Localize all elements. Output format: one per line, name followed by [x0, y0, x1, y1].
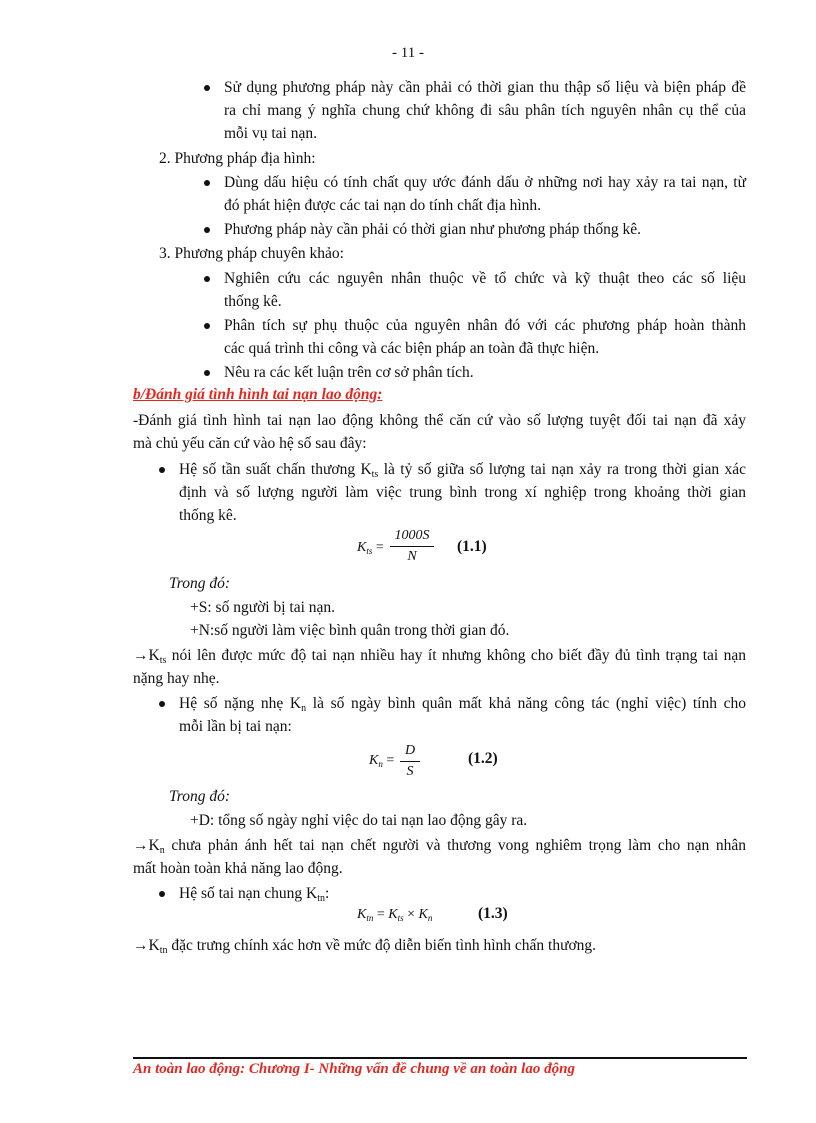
- paragraph-line: mỗi lần bị tai nạn:: [179, 718, 292, 735]
- subscript: ts: [366, 546, 373, 556]
- bullet-dot: [159, 891, 165, 897]
- paragraph-line: [179, 883, 329, 910]
- bullet-dot: [204, 323, 210, 329]
- text-run: Hệ số nặng nhẹ K: [179, 695, 302, 712]
- paragraph-line: thống kê.: [179, 507, 237, 524]
- paragraph-line: [133, 645, 746, 672]
- text-run: Hệ số tần suất chấn thương K: [179, 461, 372, 478]
- arrow-symbol: →K: [133, 937, 160, 954]
- definition-line: +D: tổng số ngày nghỉ việc do tai nạn lao động gây ra.: [190, 812, 528, 829]
- subscript: ts: [371, 469, 379, 480]
- equation-symbol: K: [357, 907, 367, 922]
- footer-rule: [133, 1057, 747, 1059]
- section-heading: b/Đánh giá tình hình tai nạn lao động:: [133, 386, 383, 403]
- subscript: n: [301, 703, 307, 714]
- paragraph-line: đó phát hiện được các tai nạn do tính chất địa hình.: [224, 197, 542, 214]
- definition-line: +N:số người làm việc bình quân trong thời gian đó.: [190, 622, 510, 639]
- page-number: - 11 -: [392, 45, 424, 61]
- paragraph-line: mất hoàn toàn khả năng lao động.: [133, 860, 343, 877]
- paragraph-line: mà chủ yếu căn cứ vào hệ số sau đây:: [133, 435, 367, 452]
- subscript: tn: [366, 913, 374, 923]
- paragraph-line: -Đánh giá tình hình tai nạn lao động không thể căn cứ vào số lượng tuyệt đối tai nạn đã xảy: [133, 412, 746, 429]
- equation-symbol: K: [357, 540, 367, 555]
- subscript: ts: [159, 655, 167, 666]
- arrow-symbol: →K: [133, 647, 160, 664]
- equation-product: [357, 907, 432, 923]
- paragraph-line: nặng hay nhẹ.: [133, 670, 220, 687]
- list-item-title: 2. Phương pháp địa hình:: [159, 150, 316, 167]
- bullet-dot: [204, 276, 210, 282]
- denominator: S: [406, 764, 414, 779]
- denominator: N: [407, 549, 417, 564]
- equals-sign: =: [375, 540, 384, 555]
- bullet-dot: [204, 370, 210, 376]
- equation-label: (1.1): [457, 538, 487, 555]
- text-run: chưa phản ánh hết tai nạn chết người và thương vong nghiêm trọng làm cho nạn nhân: [164, 837, 746, 854]
- paragraph-line: Phương pháp này cần phải có thời gian như phương pháp thống kê.: [224, 221, 641, 238]
- arrow-symbol: →K: [133, 837, 160, 854]
- definition-line: +S: số người bị tai nạn.: [190, 599, 336, 616]
- paragraph-line: Sử dụng phương pháp này cần phải có thời gian thu thập số liệu và biện pháp đề: [224, 79, 746, 96]
- numerator: 1000S: [394, 528, 430, 543]
- paragraph-line: ra chỉ mang ý nghĩa chung chứ không đi sâu phân tích nguyên nhân cụ thể của: [224, 102, 746, 119]
- footer-text: An toàn lao động: Chương I- Những vấn đề chung về an toàn lao động: [133, 1061, 575, 1077]
- where-label: Trong đó:: [169, 788, 231, 805]
- paragraph-line: Phân tích sự phụ thuộc của nguyên nhân đó với các phương pháp hoàn thành: [224, 317, 746, 334]
- subscript: n: [159, 845, 165, 856]
- text-run: là tỷ số giữa số lượng tai nạn xảy ra trong thời gian xác: [378, 461, 746, 478]
- subscript: n: [427, 913, 433, 923]
- numerator: D: [404, 743, 416, 758]
- fraction: [400, 742, 420, 781]
- paragraph-line: định và số lượng người làm việc trung bình trong xí nghiệp trong khoảng thời gian: [179, 484, 746, 501]
- where-label: Trong đó:: [169, 575, 231, 592]
- text-run: Hệ số tai nạn chung K: [179, 885, 318, 902]
- text-run: nói lên được mức độ tai nạn nhiều hay ít nhưng không cho biết đầy đủ tình trạng tai nạn: [166, 647, 746, 664]
- paragraph-line: Nêu ra các kết luận trên cơ sở phân tích.: [224, 364, 474, 381]
- equation-symbol: K: [369, 753, 379, 768]
- fraction-bar: [390, 546, 434, 547]
- subscript: ts: [397, 913, 404, 923]
- equation-symbol: K: [388, 907, 398, 922]
- equals-sign: =: [386, 753, 395, 768]
- equation-lhs: [357, 540, 384, 556]
- equation-label: (1.3): [478, 905, 508, 922]
- equals-sign: =: [376, 907, 385, 922]
- paragraph-line: mỗi vụ tai nạn.: [224, 125, 317, 142]
- times-sign: ×: [407, 907, 416, 922]
- list-item-title: 3. Phương pháp chuyên khảo:: [159, 245, 344, 262]
- subscript: tn: [159, 945, 168, 956]
- bullet-dot: [204, 85, 210, 91]
- subscript: tn: [317, 893, 325, 904]
- fraction-bar: [400, 761, 420, 762]
- fraction: [390, 527, 434, 566]
- paragraph-line: các quá trình thi công và các biện pháp an toàn đã thực hiện.: [224, 340, 600, 357]
- equation-symbol: K: [418, 907, 428, 922]
- subscript: n: [378, 759, 383, 769]
- bullet-dot: [159, 467, 165, 473]
- paragraph-line: thống kê.: [224, 293, 282, 310]
- paragraph-line: Dùng dấu hiệu có tính chất quy ước đánh dấu ở những nơi hay xảy ra tai nạn, từ: [224, 174, 746, 191]
- text-run: là số ngày bình quân mất khả năng công tác (nghỉ việc) tính cho: [306, 695, 747, 712]
- text-run: đặc trưng chính xác hơn về mức độ diễn biến tình hình chấn thương.: [167, 937, 597, 954]
- bullet-dot: [159, 701, 165, 707]
- text-run: :: [324, 885, 330, 902]
- equation-label: (1.2): [468, 750, 498, 767]
- bullet-dot: [204, 180, 210, 186]
- paragraph-line: [133, 935, 596, 962]
- bullet-dot: [204, 227, 210, 233]
- equation-lhs: [369, 753, 394, 769]
- paragraph-line: Nghiên cứu các nguyên nhân thuộc về tổ chức và kỹ thuật theo các số liệu: [224, 270, 746, 287]
